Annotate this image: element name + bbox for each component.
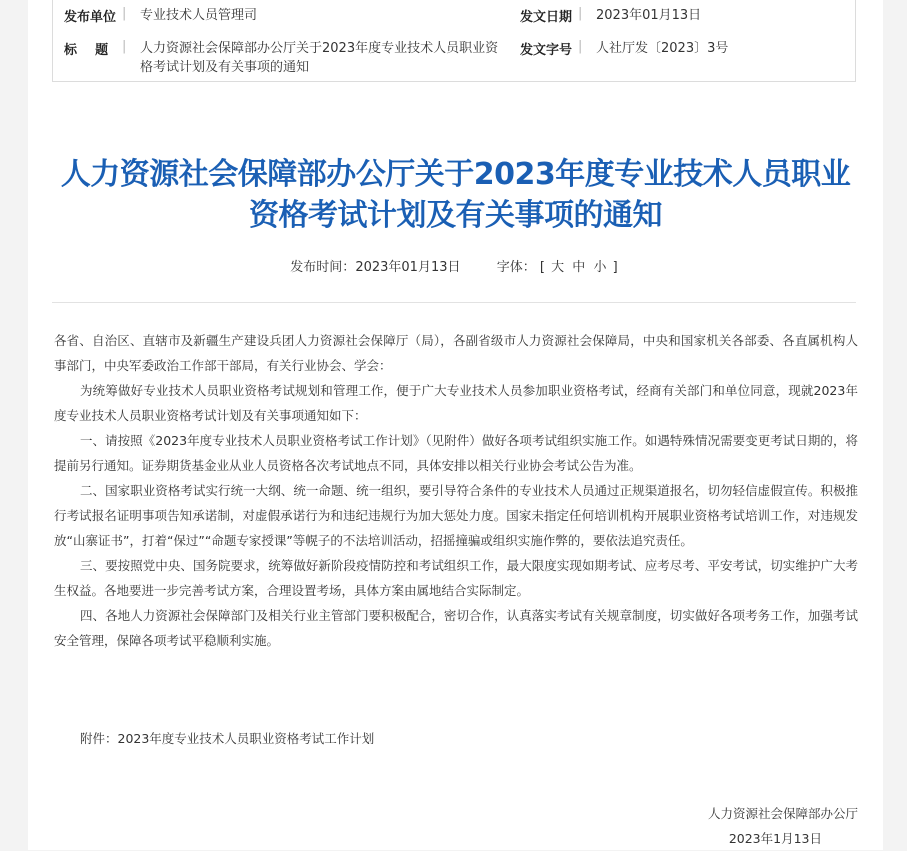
document-page — [28, 0, 883, 850]
meta-row-docno — [520, 39, 728, 58]
publisher-value: 专业技术人员管理司 — [140, 8, 258, 23]
separator: | — [578, 39, 583, 54]
paragraph-intro: 为统筹做好专业技术人员职业资格考试规划和管理工作，便于广大专业技术人员参加职业资格考试，经商有关部门和单位同意，现就2023年度专业技术人员职业资格考试计划及有关事项通知如下： — [54, 383, 858, 423]
publish-info — [52, 256, 856, 275]
separator: | — [122, 39, 127, 54]
bracket-close: ] — [612, 260, 618, 275]
pub-time-value: 2023年01月13日 — [355, 260, 461, 275]
publisher-label: 发布单位 — [64, 10, 117, 25]
meta-row-title — [64, 39, 510, 77]
docno-label: 发文字号 — [520, 43, 573, 58]
font-medium-button[interactable]: 中 — [572, 260, 586, 275]
font-size-label: 字体： — [496, 260, 536, 275]
pub-time-label: 发布时间： — [290, 260, 356, 275]
paragraph-2: 二、国家职业资格考试实行统一大纲、统一命题、统一组织，要引导符合条件的专业技术人员通过正规渠道报名，切勿轻信虚假宣传。积极推行考试报名证明事项告知承诺制，对虚假承诺行为和违纪违规行为加大惩处力度。国家未指定任何培训机构开展职业资格考试培训工作，对违规发放“山寨证书”，打着“保过”“命题专家授课”等幌子的不法培训活动，招摇撞骗或组织实施作弊的，要依法追究责任。 — [54, 483, 858, 548]
salutation: 各省、自治区、直辖市及新疆生产建设兵团人力资源社会保障厅（局），各副省级市人力资源社会保障局，中央和国家机关各部委、各直属机构人事部门，中央军委政治工作部干部局，有关行业协会、学会： — [54, 333, 858, 373]
signature-block — [708, 801, 858, 851]
paragraph-1: 一、请按照《2023年度专业技术人员职业资格考试工作计划》（见附件）做好各项考试组织实施工作。如遇特殊情况需要变更考试日期的，将提前另行通知。证券期货基金业从业人员资格各次考试地点不同，具体安排以相关行业协会考试公告为准。 — [54, 433, 858, 473]
separator: | — [122, 6, 127, 21]
font-large-button[interactable]: 大 — [551, 260, 565, 275]
meta-row-date — [520, 6, 701, 25]
date-label: 发文日期 — [520, 10, 573, 25]
docno-value: 人社厅发〔2023〕3号 — [596, 41, 729, 56]
signer: 人力资源社会保障部办公厅 — [707, 806, 858, 821]
paragraph-3: 三、要按照党中央、国务院要求，统筹做好新阶段疫情防控和考试组织工作，最大限度实现如期考试、应考尽考、平安考试，切实维护广大考生权益。各地要进一步完善考试方案，合理设置考场，具体方案由属地结合实际制定。 — [54, 558, 858, 598]
article-body — [54, 328, 858, 653]
bracket-open: [ — [539, 260, 545, 275]
document-meta-table — [52, 0, 856, 82]
divider — [52, 302, 856, 303]
separator: | — [578, 6, 583, 21]
sign-date: 2023年1月13日 — [728, 831, 822, 846]
paragraph-4: 四、各地人力资源社会保障部门及相关行业主管部门要积极配合，密切合作，认真落实考试有关规章制度，切实做好各项考务工作，加强考试安全管理，保障各项考试平稳顺利实施。 — [54, 608, 858, 648]
title-label: 标 题 — [64, 43, 109, 58]
article-title: 人力资源社会保障部办公厅关于2023年度专业技术人员职业资格考试计划及有关事项的通知 — [60, 157, 851, 234]
title-value: 人力资源社会保障部办公厅关于2023年度专业技术人员职业资格考试计划及有关事项的通知 — [140, 41, 499, 75]
font-small-button[interactable]: 小 — [593, 260, 607, 275]
meta-row-publisher — [64, 6, 257, 25]
attachment-link[interactable]: 附件：2023年度专业技术人员职业资格考试工作计划 — [80, 731, 375, 746]
date-value: 2023年01月13日 — [596, 8, 702, 23]
